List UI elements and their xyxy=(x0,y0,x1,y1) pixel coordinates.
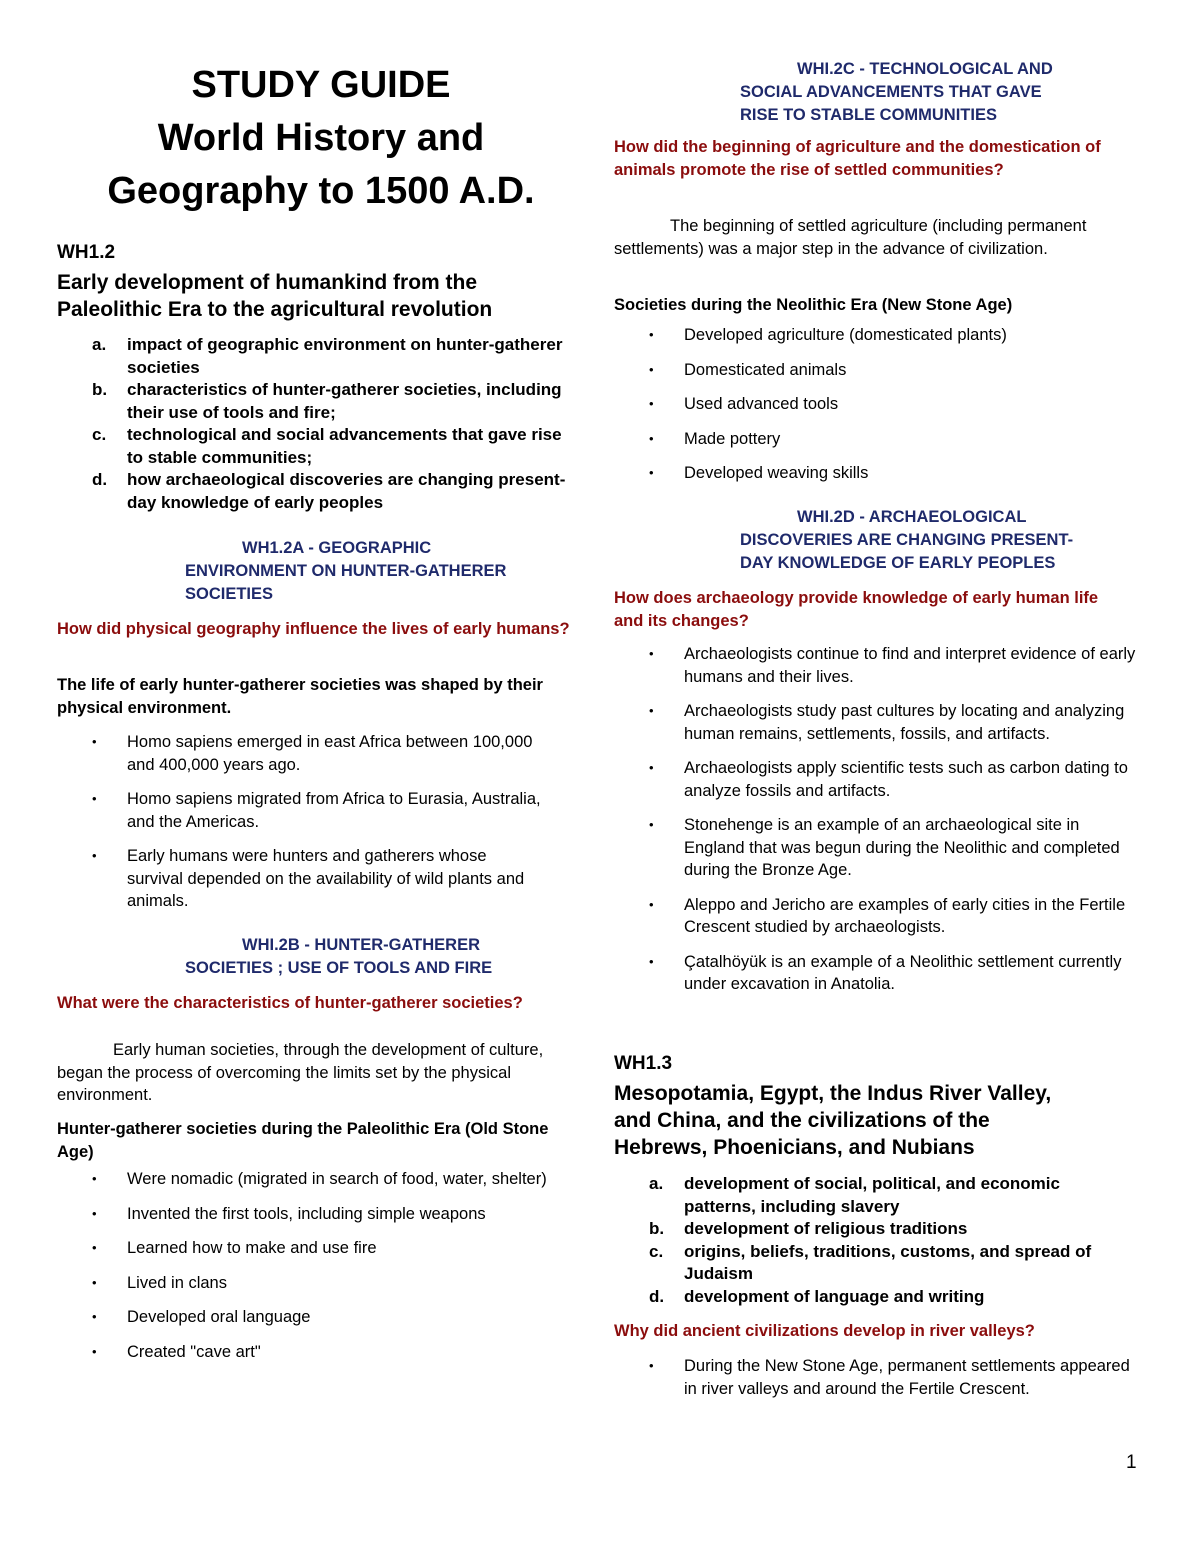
objective-item xyxy=(57,469,577,514)
wh12a-heading-line-3: SOCIETIES xyxy=(185,585,274,603)
objective-text: impact of geographic environment on hunter-gatherer societies xyxy=(127,335,563,377)
wh12b-paragraph-text: Early human societies, through the development of culture, began the process of overcoming the limits set by the physical environment. xyxy=(57,1041,544,1104)
title-line-1: STUDY GUIDE xyxy=(191,64,451,106)
list-item-text: Made pottery xyxy=(684,429,781,448)
list-item xyxy=(57,845,547,913)
list-item-text: Invented the first tools, including simple weapons xyxy=(127,1204,486,1223)
wh13-title-line-1: Mesopotamia, Egypt, the Indus River Valley, xyxy=(614,1082,1052,1105)
bullet-icon: • xyxy=(649,396,654,411)
wh12-title-line-2: Paleolithic Era to the agricultural revolution xyxy=(57,298,493,321)
wh12c-heading-line-1: WHI.2C - TECHNOLOGICAL AND xyxy=(797,60,1053,78)
list-item xyxy=(614,393,1144,416)
wh12c-question: How did the beginning of agriculture and the domestication of animals promote the rise of settled communities? xyxy=(614,138,1101,179)
list-item xyxy=(614,1355,1134,1400)
list-item xyxy=(614,814,1144,882)
bullet-icon: • xyxy=(92,1205,97,1221)
title-line-2: World History and xyxy=(157,117,485,159)
wh12a-heading-line-2: ENVIRONMENT ON HUNTER-GATHERER xyxy=(185,562,507,580)
list-item-text: Developed agriculture (domesticated plants) xyxy=(684,326,1007,344)
wh12b-heading-line-2: SOCIETIES ; USE OF TOOLS AND FIRE xyxy=(185,959,493,977)
wh12c-heading-line-2: SOCIAL ADVANCEMENTS THAT GAVE xyxy=(740,83,1042,101)
bullet-icon: • xyxy=(649,1358,654,1373)
list-item-text: Archaeologists apply scientific tests such as carbon dating to analyze fossils and artifacts. xyxy=(684,759,1128,800)
bullet-icon: • xyxy=(649,430,654,446)
bullet-icon: • xyxy=(649,817,654,832)
objective-text: development of religious traditions xyxy=(684,1219,968,1238)
wh12b-heading xyxy=(185,934,585,980)
wh12b-subheading: Hunter-gatherer societies during the Paleolithic Era (Old Stone Age) xyxy=(57,1120,549,1161)
objective-letter: d. xyxy=(92,470,108,489)
wh13-question: Why did ancient civilizations develop in river valleys? xyxy=(614,1322,1035,1340)
list-item-text: Aleppo and Jericho are examples of early cities in the Fertile Crescent studied by archaeologists. xyxy=(684,895,1126,936)
wh12d-bullets xyxy=(614,643,1144,996)
wh12d-heading xyxy=(740,506,1160,575)
objective-letter: b. xyxy=(92,380,108,399)
list-item xyxy=(614,757,1144,802)
title-line-3: Geography to 1500 A.D. xyxy=(107,170,535,212)
objective-text: development of social, political, and economic patterns, including slavery xyxy=(684,1174,1060,1216)
objective-text: characteristics of hunter-gatherer societies, including their use of tools and fire; xyxy=(127,380,562,422)
objective-text: how archaeological discoveries are changing present-day knowledge of early peoples xyxy=(127,470,566,512)
objective-text: technological and social advancements that gave rise to stable communities; xyxy=(127,425,562,467)
list-item xyxy=(57,1341,557,1364)
list-item xyxy=(57,1306,557,1329)
bullet-icon: • xyxy=(649,646,654,661)
wh12c-bullets xyxy=(614,324,1144,485)
list-item-text: Used advanced tools xyxy=(684,395,839,413)
wh12-title xyxy=(57,269,577,323)
bullet-icon: • xyxy=(92,1343,97,1359)
objective-letter: c. xyxy=(649,1241,664,1261)
list-item-text: Developed oral language xyxy=(127,1308,311,1326)
bullet-icon: • xyxy=(92,1171,97,1186)
bullet-icon: • xyxy=(649,465,654,480)
bullet-icon: • xyxy=(649,327,654,342)
wh12-objectives xyxy=(57,334,577,514)
bullet-icon: • xyxy=(92,1309,97,1324)
wh12a-question: How did physical geography influence the lives of early humans? xyxy=(57,620,570,638)
list-item xyxy=(57,1203,557,1226)
wh13-title-line-3: Hebrews, Phoenicians, and Nubians xyxy=(614,1136,975,1159)
wh13-objectives xyxy=(614,1173,1134,1308)
objective-letter: c. xyxy=(92,425,107,444)
wh12b-question: What were the characteristics of hunter-gatherer societies? xyxy=(57,994,523,1012)
objective-item xyxy=(614,1286,1134,1309)
bullet-icon: • xyxy=(649,703,654,718)
objective-item xyxy=(57,334,577,379)
list-item-text: Stonehenge is an example of an archaeological site in England that was begun during the Neolithic and completed during the Bronze Age. xyxy=(684,816,1120,879)
wh12c-paragraph-text: The beginning of settled agriculture (including permanent settlements) was a major step in the advance of civilization. xyxy=(614,217,1087,258)
wh13-title-line-2: and China, and the civilizations of the xyxy=(614,1109,990,1132)
wh12d-question: How does archaeology provide knowledge of early human life and its changes? xyxy=(614,589,1099,630)
wh12b-paragraph xyxy=(57,1039,562,1107)
list-item xyxy=(614,359,1144,382)
objective-item xyxy=(57,424,577,469)
objective-letter: a. xyxy=(92,335,107,354)
list-item xyxy=(614,894,1144,939)
list-item xyxy=(614,700,1144,745)
wh12d-heading-line-2: DISCOVERIES ARE CHANGING PRESENT- xyxy=(740,531,1074,549)
bullet-icon: • xyxy=(92,1274,97,1290)
list-item-text: During the New Stone Age, permanent settlements appeared in river valleys and around the Fertile Crescent. xyxy=(684,1357,1130,1398)
page-number: 1 xyxy=(1126,1452,1137,1473)
list-item xyxy=(614,643,1144,688)
bullet-icon: • xyxy=(92,848,97,863)
wh12-code: WH1.2 xyxy=(57,242,116,263)
wh12d-heading-line-1: WHI.2D - ARCHAEOLOGICAL xyxy=(797,508,1027,526)
bullet-icon: • xyxy=(649,896,654,912)
objective-text: development of language and writing xyxy=(684,1286,985,1306)
list-item-text: Learned how to make and use fire xyxy=(127,1239,377,1257)
list-item xyxy=(614,428,1144,451)
bullet-icon: • xyxy=(92,734,97,749)
list-item xyxy=(57,1272,557,1295)
wh12c-subheading: Societies during the Neolithic Era (New Stone Age) xyxy=(614,296,1013,314)
document-title xyxy=(57,59,585,218)
list-item xyxy=(57,788,547,833)
list-item xyxy=(614,951,1144,996)
wh12c-heading-line-3: RISE TO STABLE COMMUNITIES xyxy=(740,106,997,124)
bullet-icon: • xyxy=(649,361,654,377)
list-item xyxy=(614,324,1144,347)
list-item xyxy=(57,1237,557,1260)
objective-item xyxy=(614,1173,1134,1218)
list-item-text: Archaeologists continue to find and interpret evidence of early humans and their lives. xyxy=(684,645,1136,686)
bullet-icon: • xyxy=(92,1240,97,1255)
wh12c-heading xyxy=(740,58,1150,127)
wh12c-paragraph xyxy=(614,215,1144,260)
objective-item xyxy=(614,1241,1134,1286)
list-item xyxy=(614,462,1144,485)
objective-item xyxy=(57,379,577,424)
list-item xyxy=(57,731,547,776)
wh12a-heading-line-1: WH1.2A - GEOGRAPHIC xyxy=(242,539,432,557)
wh12b-bullets xyxy=(57,1168,557,1363)
list-item-text: Homo sapiens emerged in east Africa between 100,000 and 400,000 years ago. xyxy=(127,733,533,774)
list-item-text: Homo sapiens migrated from Africa to Eurasia, Australia, and the Americas. xyxy=(127,790,541,831)
wh13-bullets xyxy=(614,1355,1134,1400)
bullet-icon: • xyxy=(92,791,97,806)
list-item-text: Çatalhöyük is an example of a Neolithic settlement currently under excavation in Anatolia. xyxy=(684,952,1122,993)
bullet-icon: • xyxy=(649,953,654,969)
list-item xyxy=(57,1168,557,1191)
wh12a-statement: The life of early hunter-gatherer societies was shaped by their physical environment. xyxy=(57,676,543,717)
wh12b-heading-line-1: WHI.2B - HUNTER-GATHERER xyxy=(242,936,481,954)
list-item-text: Lived in clans xyxy=(127,1273,227,1292)
list-item-text: Created "cave art" xyxy=(127,1342,261,1361)
wh12a-bullets xyxy=(57,731,547,913)
list-item-text: Early humans were hunters and gatherers whose survival depended on the availability of wild plants and animals. xyxy=(127,847,525,910)
objective-item xyxy=(614,1218,1134,1241)
list-item-text: Domesticated animals xyxy=(684,360,847,379)
bullet-icon: • xyxy=(649,760,654,775)
objective-text: origins, beliefs, traditions, customs, and spread of Judaism xyxy=(684,1241,1092,1283)
wh13-code: WH1.3 xyxy=(614,1053,673,1074)
list-item-text: Archaeologists study past cultures by locating and analyzing human remains, settlements, fossils, and artifacts. xyxy=(684,702,1125,743)
list-item-text: Were nomadic (migrated in search of food, water, shelter) xyxy=(127,1170,547,1188)
objective-letter: b. xyxy=(649,1219,665,1238)
wh12a-heading xyxy=(185,537,585,606)
objective-letter: a. xyxy=(649,1174,664,1193)
wh13-title xyxy=(614,1080,1154,1161)
list-item-text: Developed weaving skills xyxy=(684,464,869,482)
wh12-title-line-1: Early development of humankind from the xyxy=(57,271,478,294)
wh12d-heading-line-3: DAY KNOWLEDGE OF EARLY PEOPLES xyxy=(740,554,1056,572)
objective-letter: d. xyxy=(649,1286,665,1306)
